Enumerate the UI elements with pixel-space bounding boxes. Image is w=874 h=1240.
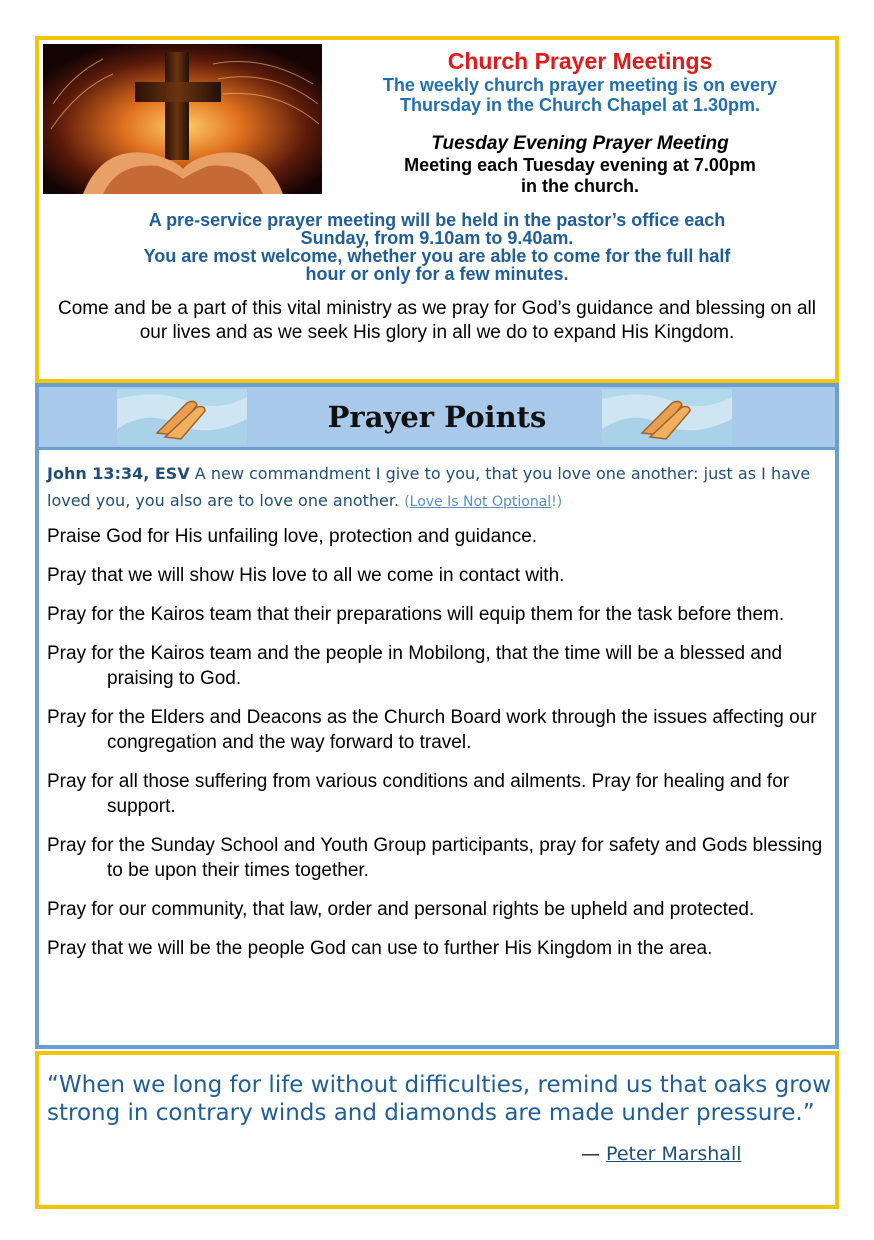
verse-paren-close: !)	[551, 494, 563, 510]
quote-dash: —	[581, 1143, 607, 1165]
come-join-text: Come and be a part of this vital ministry as we pray for God’s guidance and blessing on all our lives and as we seek His glory in all we do to expand His Kingdom.	[58, 298, 816, 343]
prayer-points-list	[47, 524, 837, 975]
quote-box	[35, 1051, 839, 1209]
prayer-point: Pray that we will show His love to all we come in contact with.	[47, 565, 565, 586]
tuesday-meeting-text: Meeting each Tuesday evening at 7.00pm in the church.	[404, 155, 756, 196]
verse-paren-open: (	[404, 494, 410, 510]
praying-hands-icon	[602, 389, 732, 445]
bible-verse	[47, 460, 827, 516]
verse-text: A new commandment I give to you, that you love one another: just as I have loved you, you also are to love one another.	[47, 464, 811, 510]
prayer-point: Pray for the Kairos team and the people in Mobilong, that the time will be a blessed and praising to God.	[47, 643, 783, 689]
author-link[interactable]: Peter Marshall	[606, 1143, 742, 1165]
prayer-point: Pray for the Sunday School and Youth Group participants, pray for safety and Gods blessing to be upon their times together.	[47, 835, 823, 881]
prayer-point: Pray for the Kairos team that their preparations will equip them for the task before them.	[47, 604, 785, 625]
prayer-point: Pray for all those suffering from various conditions and ailments. Pray for healing and for support.	[47, 771, 790, 817]
prayer-point: Pray for the Elders and Deacons as the Church Board work through the issues affecting our congregation and the way forward to travel.	[47, 707, 817, 753]
prayer-point: Pray for our community, that law, order and personal rights be upheld and protected.	[47, 899, 755, 920]
cross-in-hands-image	[43, 44, 322, 194]
pre-service-meeting-text: A pre-service prayer meeting will be held in the pastor’s office each Sunday, from 9.10am to 9.40am. You are most welcome, whether you are able to come for the full half hour or only for a few minutes.	[143, 210, 731, 284]
prayer-points-box	[35, 383, 839, 1049]
quote-attribution	[581, 1143, 742, 1165]
prayer-points-header	[39, 387, 835, 450]
verse-reference: John 13:34, ESV	[47, 464, 190, 483]
quote-text: “When we long for life without difficulties, remind us that oaks grow strong in contrary winds and diamonds are made under pressure.”	[47, 1072, 832, 1126]
prayer-points-title: Prayer Points	[327, 400, 547, 434]
prayer-point: Praise God for His unfailing love, protection and guidance.	[47, 526, 538, 547]
prayer-point: Pray that we will be the people God can use to further His Kingdom in the area.	[47, 938, 713, 959]
love-not-optional-link[interactable]: Love Is Not Optional	[409, 494, 552, 510]
weekly-meeting-text: The weekly church prayer meeting is on every Thursday in the Church Chapel at 1.30pm.	[382, 75, 778, 115]
prayer-meetings-box	[35, 36, 839, 383]
tuesday-meeting-title: Tuesday Evening Prayer Meeting	[431, 133, 729, 154]
meetings-title: Church Prayer Meetings	[447, 48, 713, 74]
